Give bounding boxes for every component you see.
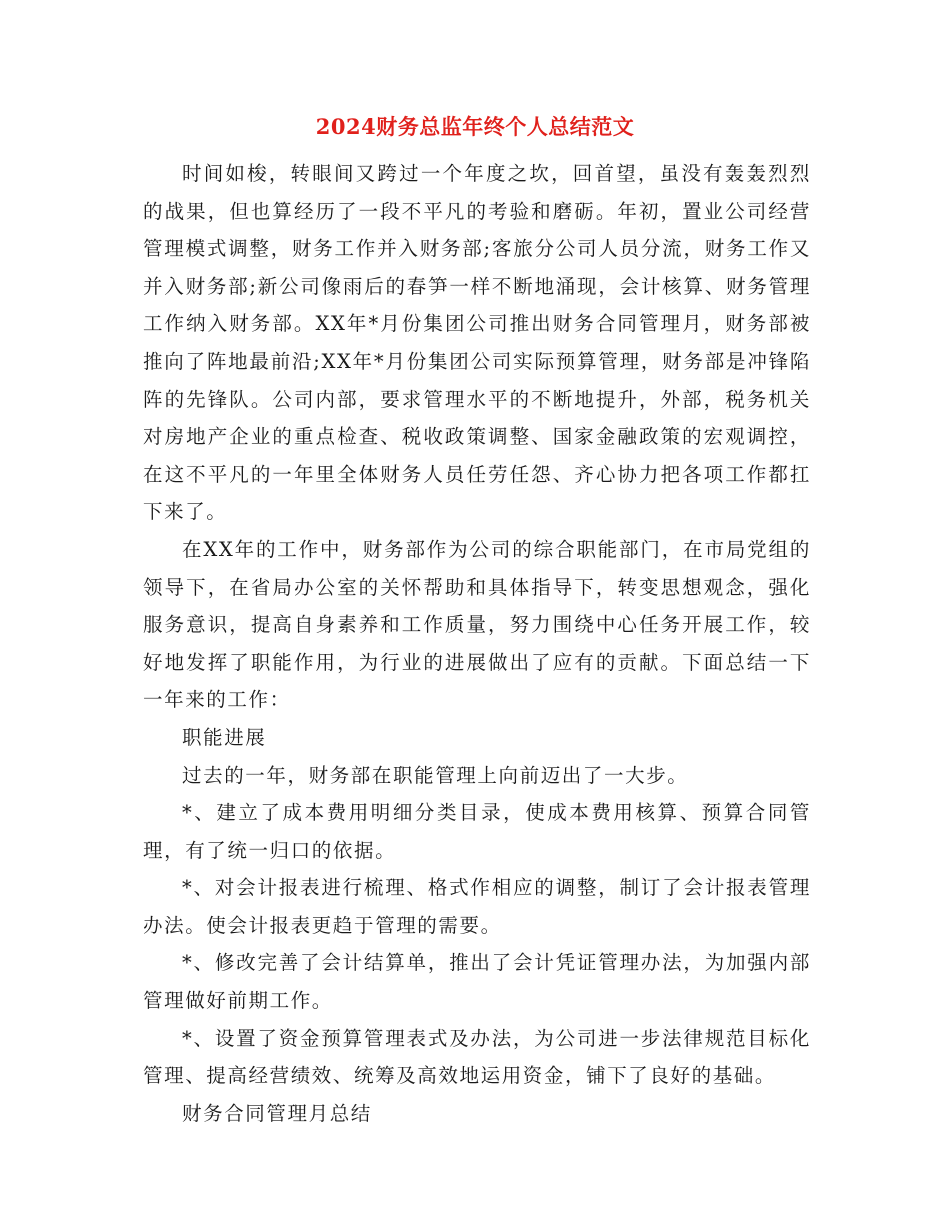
list-item-settlement-voucher: *、修改完善了会计结算单，推出了会计凭证管理办法，为加强内部管理做好前期工作。 bbox=[143, 951, 811, 1013]
section-heading-function: 职能进展 bbox=[182, 725, 267, 749]
list-item-report-format: *、对会计报表进行梳理、格式作相应的调整，制订了会计报表管理办法。使会计报表更趋于管理的需要。 bbox=[143, 876, 811, 937]
paragraph-function-summary: 过去的一年，财务部在职能管理上向前迈出了一大步。 bbox=[182, 763, 689, 787]
paragraph-overview: 在XX年的工作中，财务部作为公司的综合职能部门，在市局党组的领导下，在省局办公室的关怀帮助和具体指导下，转变思想观念，强化服务意识，提高自身素养和工作质量，努力围绕中心任务开展工作，较好地发挥了职能作用，为行业的进展做出了应有的贡献。下面总结一下一年来的工作： bbox=[143, 537, 811, 712]
list-item-fund-budget: *、设置了资金预算管理表式及办法，为公司进一步法律规范目标化管理、提高经营绩效、统筹及高效地运用资金，铺下了良好的基础。 bbox=[143, 1026, 811, 1088]
section-heading-contract-month: 财务合同管理月总结 bbox=[182, 1101, 372, 1125]
list-item-cost-catalog: *、建立了成本费用明细分类目录，使成本费用核算、预算合同管理，有了统一归口的依据。 bbox=[143, 801, 811, 862]
document-title: 2024财务总监年终个人总结范文 bbox=[315, 114, 635, 139]
document-body bbox=[143, 155, 811, 1132]
paragraph-intro: 时间如梭，转眼间又跨过一个年度之坎，回首望，虽没有轰轰烈烈的战果，但也算经历了一段不平凡的考验和磨砺。年初，置业公司经营管理模式调整，财务工作并入财务部;客旅分公司人员分流，财务工作又并入财务部;新公司像雨后的春笋一样不断地涌现，会计核算、财务管理工作纳入财务部。XX年*月份集团公司推出财务合同管理月，财务部被推向了阵地最前沿;XX年*月份集团公司实际预算管理，财务部是冲锋陷阵的先锋队。公司内部，要求管理水平的不断地提升，外部，税务机关对房地产企业的重点检查、税收政策调整、国家金融政策的宏观调控，在这不平凡的一年里全体财务人员任劳任怨、齐心协力把各项工作都扛下来了。 bbox=[143, 162, 811, 524]
